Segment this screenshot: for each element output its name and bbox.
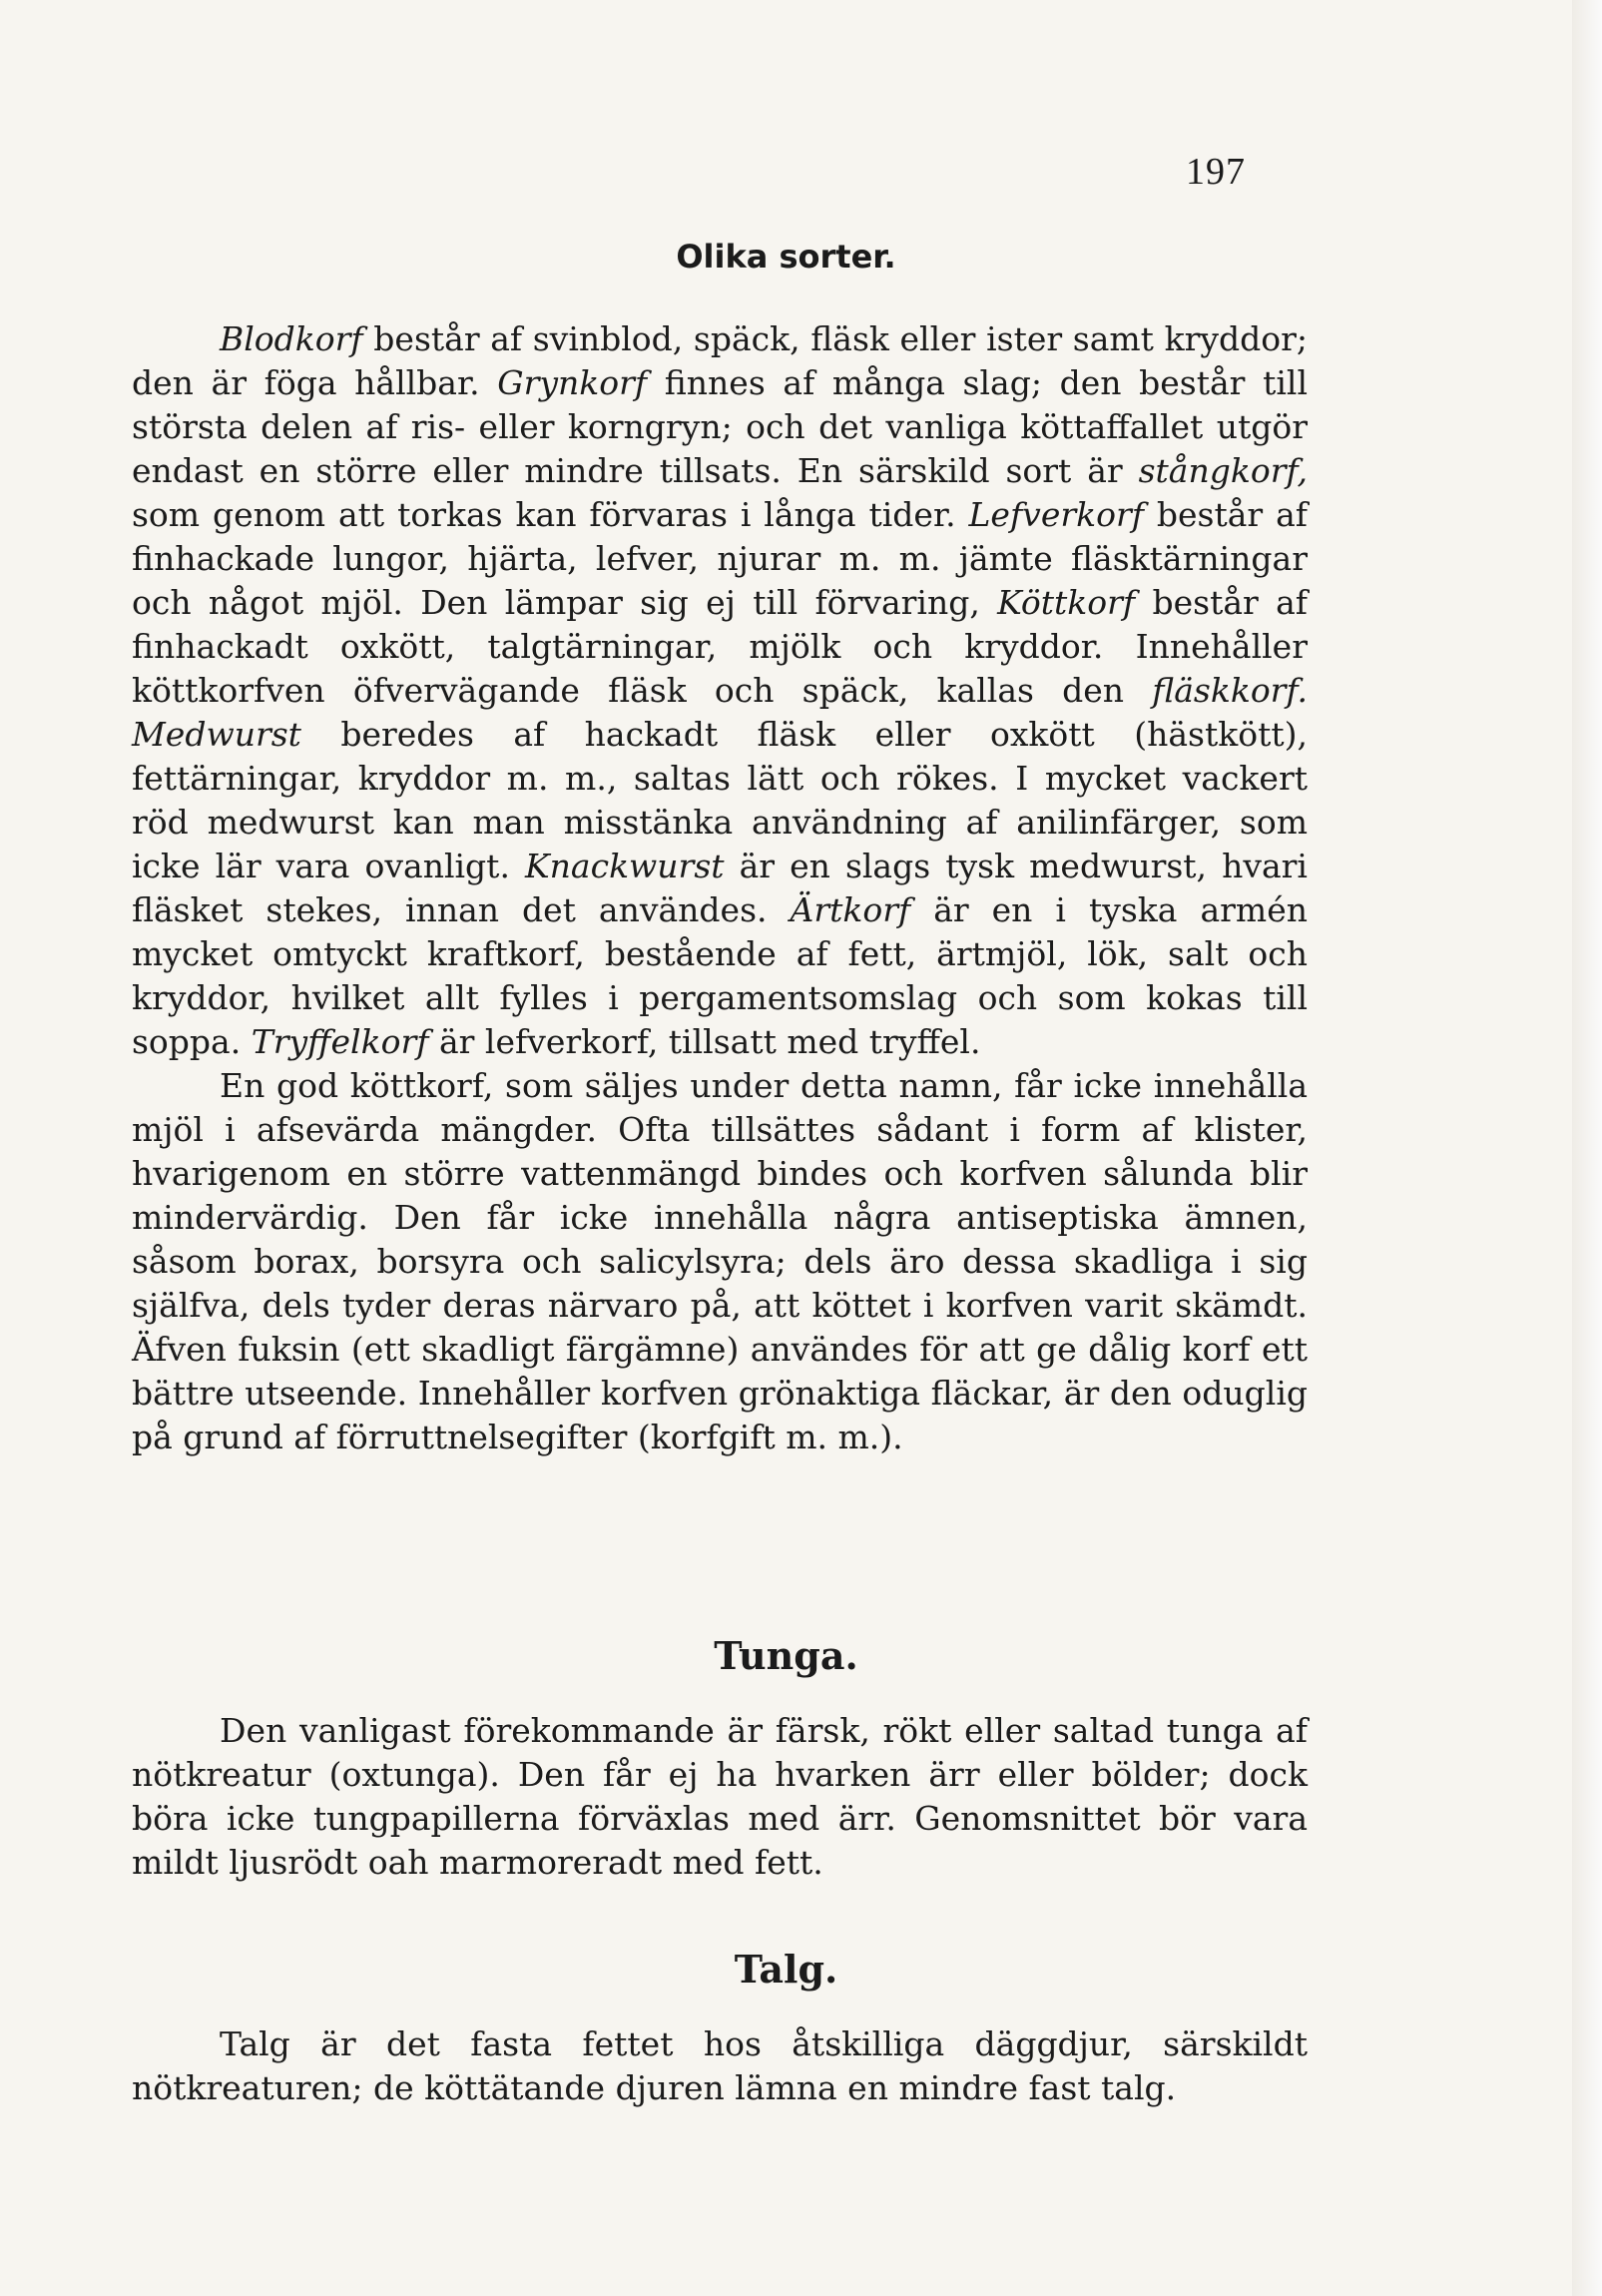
text-segment: är lefverkorf, tillsatt med tryffel.: [428, 1022, 981, 1061]
term-tryffelkorf: Tryffelkorf: [251, 1022, 429, 1061]
paragraph-tunga: Den vanligast förekommande är färsk, rökt eller saltad tunga af nötkreatur (oxtunga). Den får ej ha hvarken ärr eller bölder; dock böra icke tungpapillerna förväxlas med ärr. Genomsnittet bör vara mildt ljusrödt oah marmoreradt med fett.: [132, 1711, 1308, 1882]
text-segment: beredes af hackadt fläsk eller oxkött (hästkött), fettärningar, kryddor m. m., saltas lätt och rökes. I mycket vackert röd medwurst kan man misstänka användning af anilinfärger, som icke lär vara ovanligt.: [132, 715, 1308, 885]
scan-margin: [1572, 0, 1602, 2296]
heading-tunga: Tunga.: [714, 1633, 858, 1678]
text-segment: som genom att torkas kan förvaras i långa tider.: [132, 495, 969, 534]
term-flaskkorf: fläskkorf.: [1152, 671, 1308, 710]
text-segment: består af finhackadt oxkött, talgtärningar, mjölk och kryddor. Innehåller köttkorfven öfvervägande fläsk och späck, kallas den: [132, 583, 1308, 710]
term-medwurst: Medwurst: [132, 715, 301, 754]
heading-talg: Talg.: [734, 1947, 838, 1992]
term-lefverkorf: Lefverkorf: [968, 495, 1144, 534]
term-knackwurst: Knackwurst: [525, 847, 725, 885]
term-blodkorf: Blodkorf: [220, 319, 363, 358]
page-number: 197: [1186, 151, 1246, 193]
paragraph-talg: Talg är det fasta fettet hos åtskilliga däggdjur, särskildt nötkreaturen; de köttätande djuren lämna en mindre fast talg.: [132, 2024, 1308, 2107]
text-segment: är en i tyska armén mycket omtyckt kraftkorf, bestående af fett, ärtmjöl, lök, salt och kryddor, hvilket allt fylles i pergamentsomslag och som kokas till soppa.: [132, 890, 1308, 1061]
section-tunga: [132, 1709, 1308, 1885]
section-olika-sorter: [132, 317, 1308, 1459]
text-segment: är en slags tysk medwurst, hvari fläsket stekes, innan det användes.: [132, 847, 1308, 929]
term-stangkorf: stångkorf,: [1138, 451, 1308, 490]
text-segment: består af svinblod, späck, fläsk eller ister samt kryddor; den är föga hållbar.: [132, 319, 1308, 402]
term-kottkorf: Köttkorf: [997, 583, 1136, 622]
section-talg: [132, 2022, 1308, 2110]
paragraph-korf-types: [132, 317, 1308, 1064]
heading-olika-sorter: Olika sorter.: [676, 238, 896, 276]
term-artkorf: Ärtkorf: [790, 890, 911, 929]
text-segment: finnes af många slag; den består till största delen af ris- eller korngryn; och det vanliga köttaffallet utgör endast en större eller mindre tillsats. En särskild sort är: [132, 363, 1308, 490]
paragraph-kottkorf-quality: En god köttkorf, som säljes under detta namn, får icke innehålla mjöl i afsevärda mängder. Ofta tillsättes sådant i form af klister, hvarigenom en större vattenmängd bindes och korfven sålunda blir mindervärdig. Den får icke innehålla några antiseptiska ämnen, såsom borax, borsyra och salicylsyra; dels äro dessa skadliga i sig själfva, dels tyder deras närvaro på, att köttet i korfven varit skämdt. Äfven fuksin (ett skadligt färgämne) användes för att ge dålig korf ett bättre utseende. Innehåller korfven grönaktiga fläckar, är den oduglig på grund af förruttnelsegifter (korfgift m. m.).: [132, 1066, 1308, 1456]
term-grynkorf: Grynkorf: [497, 363, 648, 402]
text-segment: består af finhackade lungor, hjärta, lefver, njurar m. m. jämte fläsktärningar och något mjöl. Den lämpar sig ej till förvaring,: [132, 495, 1308, 622]
